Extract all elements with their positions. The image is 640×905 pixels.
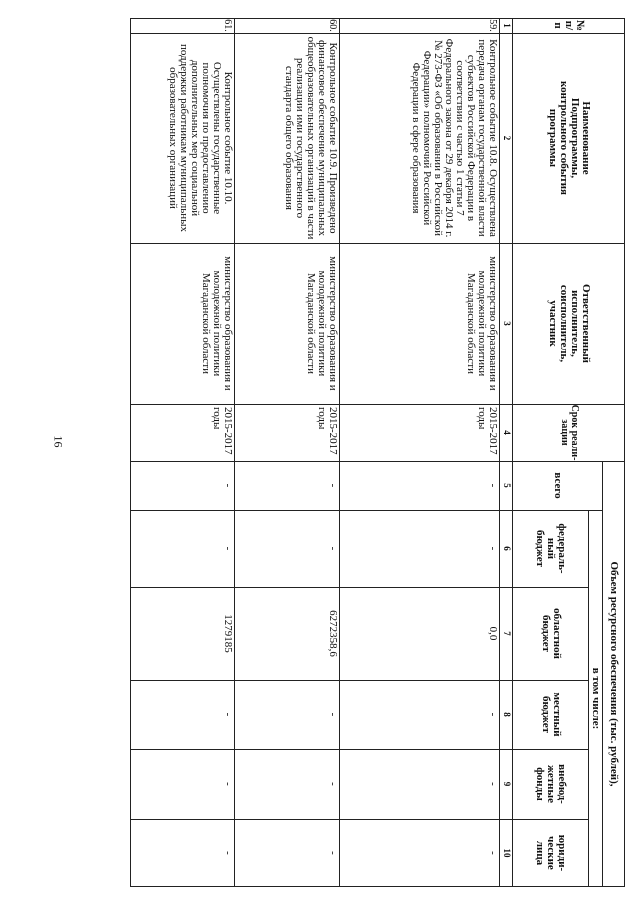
row-total: - <box>487 483 499 488</box>
page-number: 16 <box>51 435 66 448</box>
row-number: 61. <box>222 19 233 32</box>
col-number: 10 <box>502 848 512 858</box>
col-number: 7 <box>502 631 512 636</box>
header-num: № п/п <box>552 19 587 32</box>
row-local: - <box>222 712 234 717</box>
row-term: 2015-2017 годы <box>211 407 234 455</box>
row-legal: - <box>222 851 234 855</box>
row-federal: - <box>222 546 234 551</box>
row-federal: - <box>487 546 499 551</box>
header-total: всего <box>552 472 565 499</box>
row-extra-budget: - <box>222 782 234 786</box>
row-extra-budget: - <box>327 782 339 786</box>
row-executor: министерство образования и молодежной политики Магаданской области <box>305 256 339 391</box>
row-local: - <box>487 712 499 717</box>
rotated-table <box>130 18 625 887</box>
col-number: 8 <box>502 712 512 717</box>
row-number: 59. <box>487 19 498 32</box>
row-term: 2015-2017 годы <box>316 407 339 455</box>
header-regional: областной бюджет <box>540 608 563 659</box>
row-regional: 1279185 <box>222 614 234 653</box>
row-extra-budget: - <box>487 782 499 786</box>
row-number: 60. <box>327 19 338 32</box>
row-regional: 6272358,6 <box>327 610 339 657</box>
col-number: 5 <box>502 483 512 488</box>
header-federal: федераль- ный бюджет <box>534 523 569 574</box>
row-regional: 0,0 <box>487 626 499 641</box>
row-local: - <box>327 712 339 717</box>
col-number: 9 <box>502 781 512 787</box>
row-legal: - <box>487 851 499 855</box>
col-number: 2 <box>502 135 512 141</box>
header-extra-budget: внебюд- жетные фонды <box>534 764 569 804</box>
row-executor: министерство образования и молодежной политики Магаданской области <box>465 256 499 391</box>
header-executor: Ответственный исполнитель, соисполнитель, участник <box>547 283 592 364</box>
row-federal: - <box>327 546 339 551</box>
header-included: в том числе: <box>590 667 603 730</box>
col-number: 4 <box>502 430 512 435</box>
row-term: 2015-2017 годы <box>476 407 499 455</box>
header-volume: Объем ресурсного обеспечения (тыс. рублей), <box>608 561 621 787</box>
row-name: Контрольное событие 10.8. Осуществлена передача органам государственной власти субъектов Российской Федерации в соответствии с частью 1 статьи 7 Федерального закона от 29 декабря 2014 г. № 273-ФЗ «Об образовании в Российской Федерации» полномочий Российской Федерации в сфере образования <box>410 38 499 238</box>
header-name: Наименование Подпрограммы, контрольного события программы <box>547 80 592 195</box>
col-number: 3 <box>502 321 512 326</box>
row-name: Контрольное событие 10.9. Произведено финансовое обеспечение муниципальных общеобразовательных организаций в части реализации ими государственного стандарта общего образования <box>283 36 339 240</box>
row-total: - <box>222 483 234 488</box>
row-name: Контрольное событие 10.10. Осуществлены государственные полномочия по предоставлению дополнительных мер социальной поддержки работникам муниципальных образовательных организаций <box>167 43 234 233</box>
header-legal: юриди- ческие лица <box>534 834 569 872</box>
row-total: - <box>327 483 339 488</box>
header-local: местный бюджет <box>540 692 563 737</box>
col-number: 6 <box>502 546 512 551</box>
header-term: Срок реали- зации <box>559 404 580 461</box>
col-number: 1 <box>502 23 512 28</box>
row-legal: - <box>327 851 339 855</box>
row-executor: министерство образования и молодежной политики Магаданской области <box>200 256 234 391</box>
